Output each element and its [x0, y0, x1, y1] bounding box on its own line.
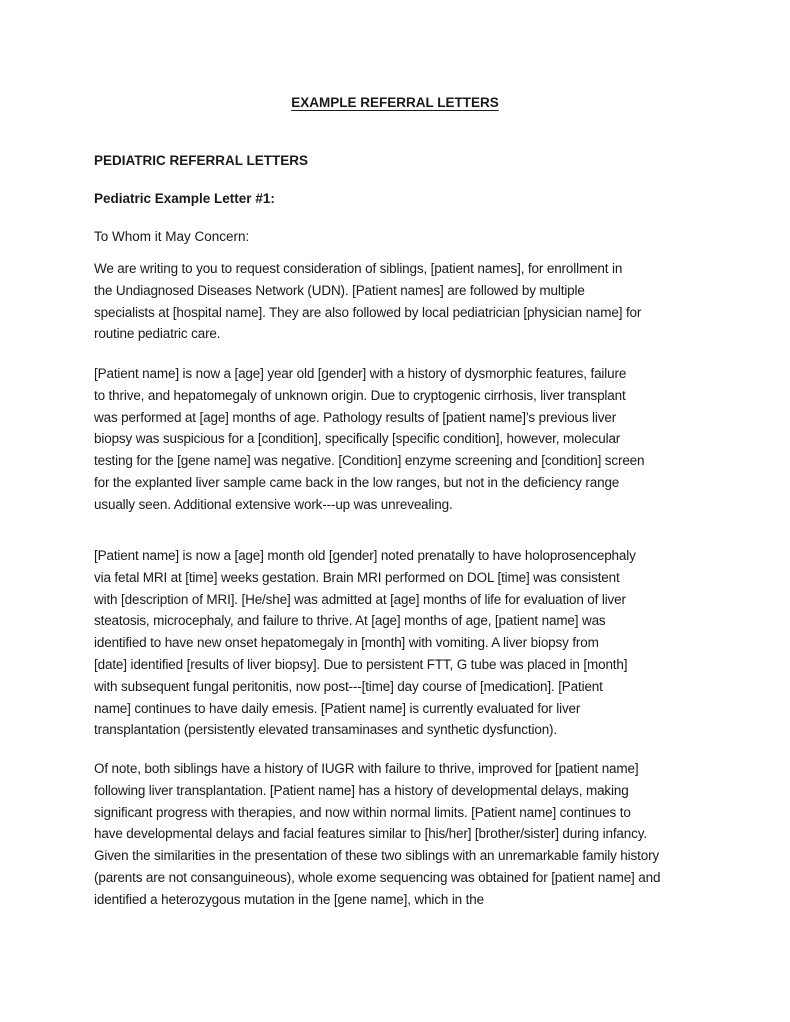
paragraph-line: usually seen. Additional extensive work---up was unrevealing.	[94, 496, 453, 512]
paragraph-line: [Patient name] is now a [age] year old [gender] with a history of dysmorphic features, failure	[94, 366, 627, 381]
paragraph-line: [Patient name] is now a [age] month old [gender] noted prenatally to have holoprosencephaly	[94, 548, 636, 563]
paragraph-line: with subsequent fungal peritonitis, now post---[time] day course of [medication]. [Patient	[94, 678, 603, 694]
paragraph-line: Given the similarities in the presentation of these two siblings with an unremarkable family history	[94, 848, 660, 864]
paragraph-line: Of note, both siblings have a history of IUGR with failure to thrive, improved for [patient name]	[94, 761, 639, 776]
paragraph-line: for the explanted liver sample came back in the low ranges, but not in the deficiency range	[94, 474, 620, 490]
section-heading: PEDIATRIC REFERRAL LETTERS	[94, 153, 309, 168]
paragraph-patient-two	[94, 545, 714, 741]
paragraph-patient-one	[94, 363, 714, 516]
paragraph-line: biopsy was suspicious for a [condition], specifically [specific condition], however, molecular	[94, 431, 621, 447]
paragraph-line: the Undiagnosed Diseases Network (UDN). [Patient names] are followed by multiple	[94, 282, 585, 298]
paragraph-line: significant progress with therapies, and now within normal limits. [Patient name] continues to	[94, 804, 631, 820]
paragraph-line: following liver transplantation. [Patient name] has a history of developmental delays, making	[94, 782, 629, 798]
paragraph-line: to thrive, and hepatomegaly of unknown origin. Due to cryptogenic cirrhosis, liver transplant	[94, 387, 626, 403]
paragraph-line: have developmental delays and facial features similar to [his/her] [brother/sister] during infancy.	[94, 826, 647, 842]
paragraph-of-note	[94, 758, 714, 911]
document-title	[0, 95, 790, 110]
paragraph-line: [date] identified [results of liver biopsy]. Due to persistent FTT, G tube was placed in [month]	[94, 656, 628, 672]
paragraph-line: via fetal MRI at [time] weeks gestation. Brain MRI performed on DOL [time] was consistent	[94, 569, 620, 585]
letter-heading: Pediatric Example Letter #1:	[94, 191, 275, 206]
paragraph-line: specialists at [hospital name]. They are also followed by local pediatrician [physician name] for	[94, 304, 642, 320]
salutation: To Whom it May Concern:	[94, 229, 250, 244]
paragraph-line: name] continues to have daily emesis. [Patient name] is currently evaluated for liver	[94, 700, 581, 716]
paragraph-line: steatosis, microcephaly, and failure to thrive. At [age] months of age, [patient name] was	[94, 613, 606, 629]
paragraph-request	[94, 258, 714, 345]
paragraph-line: was performed at [age] months of age. Pathology results of [patient name]’s previous liver	[94, 409, 617, 425]
paragraph-line: testing for the [gene name] was negative. [Condition] enzyme screening and [condition] screen	[94, 453, 645, 469]
document-title-text: EXAMPLE REFERRAL LETTERS	[291, 95, 499, 110]
paragraph-line: (parents are not consanguineous), whole exome sequencing was obtained for [patient name] and	[94, 869, 661, 885]
paragraph-line: with [description of MRI]. [He/she] was admitted at [age] months of life for evaluation of liver	[94, 591, 626, 607]
paragraph-line: routine pediatric care.	[94, 326, 221, 342]
paragraph-line: transplantation (persistently elevated transaminases and synthetic dysfunction).	[94, 722, 558, 738]
paragraph-line: identified a heterozygous mutation in the [gene name], which in the	[94, 891, 484, 907]
paragraph-line: identified to have new onset hepatomegaly in [month] with vomiting. A liver biopsy from	[94, 635, 599, 651]
paragraph-line: We are writing to you to request consideration of siblings, [patient names], for enrollment in	[94, 261, 623, 276]
